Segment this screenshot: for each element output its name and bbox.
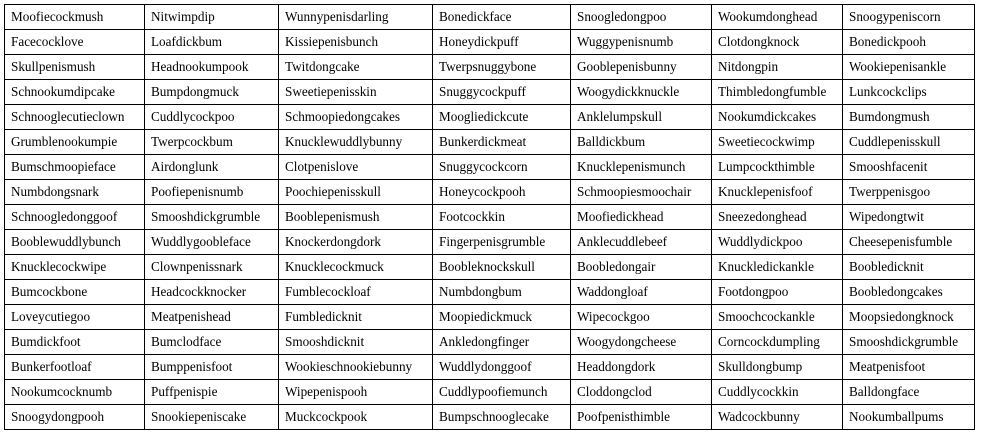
table-cell: Bonedickface [433,5,571,30]
table-row [5,130,975,155]
table-cell: Snuggycockpuff [433,80,571,105]
table-cell: Cuddlycockpoo [145,105,279,130]
table-cell: Smooshdicknit [279,330,433,355]
table-row [5,5,975,30]
table-cell: Smooshdickgrumble [145,205,279,230]
table-cell: Lumpcockthimble [712,155,843,180]
table-cell: Wipepenispooh [279,380,433,405]
table-cell: Schmoopiedongcakes [279,105,433,130]
table-cell: Cheesepenisfumble [843,230,975,255]
table-row [5,280,975,305]
table-cell: Moogliedickcute [433,105,571,130]
table-cell: Nookumcocknumb [5,380,145,405]
table-cell: Knucklepenisfoof [712,180,843,205]
table-cell: Snookiepeniscake [145,405,279,430]
table-cell: Twitdongcake [279,55,433,80]
table-cell: Wunnypenisdarling [279,5,433,30]
table-cell: Cuddlepenisskull [843,130,975,155]
table-cell: Fumbledicknit [279,305,433,330]
table-cell: Bonedickpooh [843,30,975,55]
table-cell: Bumcockbone [5,280,145,305]
table-cell: Nitwimpdip [145,5,279,30]
table-cell: Puffpenispie [145,380,279,405]
table-cell: Nookumdickcakes [712,105,843,130]
table-cell: Nitdongpin [712,55,843,80]
table-cell: Wuddlydonggoof [433,355,571,380]
table-cell: Boobledongair [571,255,712,280]
table-cell: Muckcockpook [279,405,433,430]
table-cell: Balldickbum [571,130,712,155]
table-cell: Schnookumdipcake [5,80,145,105]
table-cell: Woogydongcheese [571,330,712,355]
table-cell: Poofiepenisnumb [145,180,279,205]
table-cell: Knucklewuddlybunny [279,130,433,155]
table-row [5,80,975,105]
table-cell: Cuddlycockkin [712,380,843,405]
table-cell: Knockerdongdork [279,230,433,255]
table-cell: Wookiepenisankle [843,55,975,80]
table-cell: Honeycockpooh [433,180,571,205]
table-cell: Meatpenisfoot [843,355,975,380]
table-cell: Wipecockgoo [571,305,712,330]
table-cell: Footdongpoo [712,280,843,305]
table-cell: Booblepenismush [279,205,433,230]
table-cell: Poochiepenisskull [279,180,433,205]
table-cell: Anklecuddlebeef [571,230,712,255]
table-cell: Thimbledongfumble [712,80,843,105]
table-cell: Boobledongcakes [843,280,975,305]
word-table [4,4,975,430]
table-cell: Cloddongclod [571,380,712,405]
table-cell: Bunkerfootloaf [5,355,145,380]
table-cell: Knucklecockmuck [279,255,433,280]
table-cell: Knuckledickankle [712,255,843,280]
table-cell: Twerppenisgoo [843,180,975,205]
table-row [5,105,975,130]
table-cell: Snoogydongpooh [5,405,145,430]
table-cell: Clownpenissnark [145,255,279,280]
table-cell: Airdonglunk [145,155,279,180]
table-cell: Schnoogledonggoof [5,205,145,230]
table-cell: Skulldongbump [712,355,843,380]
table-body [5,5,975,430]
table-cell: Snoogledongpoo [571,5,712,30]
table-row [5,30,975,55]
table-cell: Grumblenookumpie [5,130,145,155]
table-row [5,405,975,430]
table-cell: Bumdongmush [843,105,975,130]
table-cell: Gooblepenisbunny [571,55,712,80]
table-cell: Wadcockbunny [712,405,843,430]
table-cell: Waddongloaf [571,280,712,305]
table-cell: Wookieschnookiebunny [279,355,433,380]
table-cell: Bumdickfoot [5,330,145,355]
table-cell: Schnooglecutieclown [5,105,145,130]
table-row [5,55,975,80]
table-cell: Headcockknocker [145,280,279,305]
table-row [5,155,975,180]
table-cell: Smooshfacenit [843,155,975,180]
table-cell: Clotdongknock [712,30,843,55]
table-cell: Meatpenishead [145,305,279,330]
table-row [5,305,975,330]
table-cell: Snuggycockcorn [433,155,571,180]
table-cell: Bumpschnooglecake [433,405,571,430]
table-cell: Wipedongtwit [843,205,975,230]
table-cell: Balldongface [843,380,975,405]
table-cell: Smoochcockankle [712,305,843,330]
table-cell: Knucklepenismunch [571,155,712,180]
table-cell: Kissiepenisbunch [279,30,433,55]
table-cell: Fumblecockloaf [279,280,433,305]
table-row [5,380,975,405]
table-cell: Boobledicknit [843,255,975,280]
table-cell: Corncockdumpling [712,330,843,355]
table-cell: Sweetiecockwimp [712,130,843,155]
table-cell: Twerpcockbum [145,130,279,155]
table-cell: Headdongdork [571,355,712,380]
table-cell: Bumppenisfoot [145,355,279,380]
table-cell: Clotpenislove [279,155,433,180]
table-cell: Schmoopiesmoochair [571,180,712,205]
table-row [5,180,975,205]
table-cell: Ankledongfinger [433,330,571,355]
table-cell: Moopsiedongknock [843,305,975,330]
table-cell: Woogydickknuckle [571,80,712,105]
table-cell: Boobleknockskull [433,255,571,280]
word-grid-container [4,4,975,430]
table-cell: Bumschmoopieface [5,155,145,180]
table-cell: Moofiecockmush [5,5,145,30]
table-cell: Smooshdickgrumble [843,330,975,355]
table-cell: Moopiedickmuck [433,305,571,330]
table-row [5,205,975,230]
table-cell: Fingerpenisgrumble [433,230,571,255]
table-cell: Facecocklove [5,30,145,55]
table-cell: Sweetiepenisskin [279,80,433,105]
table-cell: Loafdickbum [145,30,279,55]
table-cell: Wookumdonghead [712,5,843,30]
table-cell: Footcockkin [433,205,571,230]
table-cell: Bumclodface [145,330,279,355]
table-cell: Nookumballpums [843,405,975,430]
table-cell: Anklelumpskull [571,105,712,130]
table-cell: Wuggypenisnumb [571,30,712,55]
table-cell: Bumpdongmuck [145,80,279,105]
table-cell: Poofpenisthimble [571,405,712,430]
table-cell: Wuddlydickpoo [712,230,843,255]
table-cell: Twerpsnuggybone [433,55,571,80]
table-cell: Honeydickpuff [433,30,571,55]
table-row [5,230,975,255]
table-cell: Lunkcockclips [843,80,975,105]
table-cell: Numbdongsnark [5,180,145,205]
table-cell: Skullpenismush [5,55,145,80]
table-cell: Cuddlypoofiemunch [433,380,571,405]
table-cell: Numbdongbum [433,280,571,305]
table-cell: Loveycutiegoo [5,305,145,330]
table-cell: Bunkerdickmeat [433,130,571,155]
table-row [5,255,975,280]
table-row [5,355,975,380]
table-cell: Headnookumpook [145,55,279,80]
table-cell: Snoogypeniscorn [843,5,975,30]
table-cell: Wuddlygoobleface [145,230,279,255]
table-cell: Booblewuddlybunch [5,230,145,255]
table-row [5,330,975,355]
table-cell: Sneezedonghead [712,205,843,230]
table-cell: Knucklecockwipe [5,255,145,280]
table-cell: Moofiedickhead [571,205,712,230]
